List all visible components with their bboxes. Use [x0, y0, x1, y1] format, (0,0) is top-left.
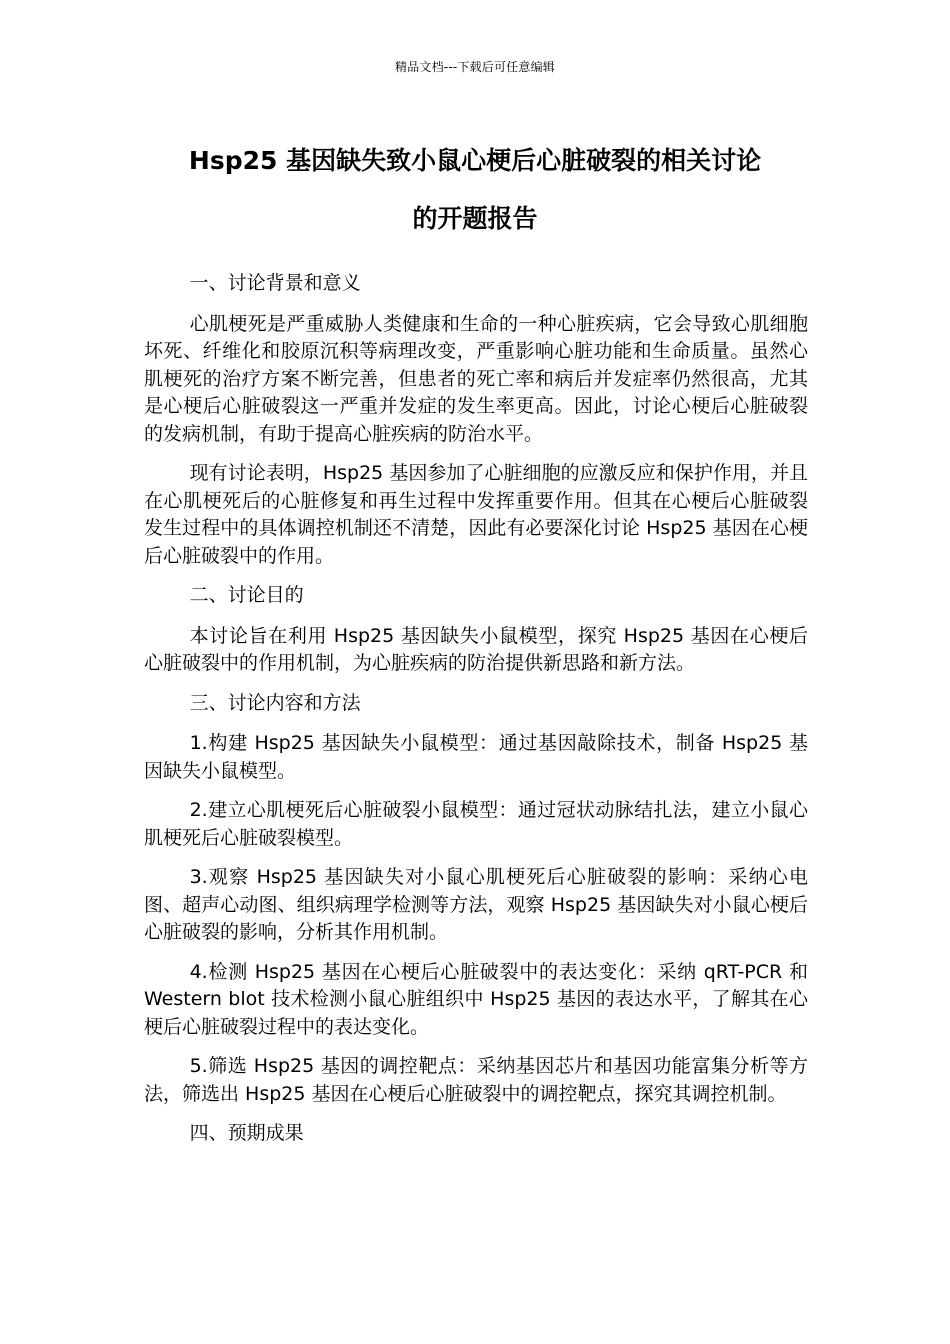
title-line-1: Hsp25 基因缺失致小鼠心梗后心脏破裂的相关讨论: [188, 146, 762, 175]
title-line-2: 的开题报告: [412, 204, 538, 233]
paragraph-background-1: 心肌梗死是严重威胁人类健康和生命的一种心脏疾病，它会导致心肌细胞坏死、纤维化和胶原沉积等病理改变，严重影响心脏功能和生命质量。虽然心肌梗死的治疗方案不断完善，但患者的死亡率和病后并发症率仍然很高，尤其是心梗后心脏破裂这一严重并发症的发生率更高。因此，讨论心梗后心脏破裂的发病机制，有助于提高心脏疾病的防治水平。: [144, 312, 808, 445]
method-item-2: 2.建立心肌梗死后心脏破裂小鼠模型：通过冠状动脉结扎法，建立小鼠心肌梗死后心脏破裂模型。: [144, 799, 808, 849]
method-item-4: 4.检测 Hsp25 基因在心梗后心脏破裂中的表达变化：采纳 qRT-PCR 和 Western blot 技术检测小鼠心脏组织中 Hsp25 基因的表达水平，了解其在心梗后心脏破裂过程中的表达变化。: [144, 960, 808, 1038]
method-item-5: 5.筛选 Hsp25 基因的调控靶点：采纳基因芯片和基因功能富集分析等方法，筛选出 Hsp25 基因在心梗后心脏破裂中的调控靶点，探究其调控机制。: [144, 1055, 808, 1105]
section-heading-methods: 三、讨论内容和方法: [189, 691, 361, 714]
document-title: [140, 132, 810, 248]
header-note: 精品文档---下载后可任意编辑: [395, 60, 555, 74]
paragraph-background-2: 现有讨论表明，Hsp25 基因参加了心脏细胞的应激反应和保护作用，并且在心肌梗死后的心脏修复和再生过程中发挥重要作用。但其在心梗后心脏破裂发生过程中的具体调控机制还不清楚，因此有必要深化讨论 Hsp25 基因在心梗后心脏破裂中的作用。: [144, 462, 808, 567]
document-body: [144, 270, 808, 1161]
method-item-1: 1.构建 Hsp25 基因缺失小鼠模型：通过基因敲除技术，制备 Hsp25 基因缺失小鼠模型。: [144, 732, 808, 782]
method-item-3: 3.观察 Hsp25 基因缺失对小鼠心肌梗死后心脏破裂的影响：采纳心电图、超声心动图、组织病理学检测等方法，观察 Hsp25 基因缺失对小鼠心梗后心脏破裂的影响，分析其作用机制。: [144, 866, 808, 943]
section-heading-background: 一、讨论背景和意义: [189, 272, 361, 294]
section-heading-purpose: 二、讨论目的: [189, 584, 304, 606]
paragraph-purpose: 本讨论旨在利用 Hsp25 基因缺失小鼠模型，探究 Hsp25 基因在心梗后心脏破裂中的作用机制，为心脏疾病的防治提供新思路和新方法。: [144, 624, 808, 674]
section-heading-outcomes: 四、预期成果: [189, 1122, 304, 1144]
